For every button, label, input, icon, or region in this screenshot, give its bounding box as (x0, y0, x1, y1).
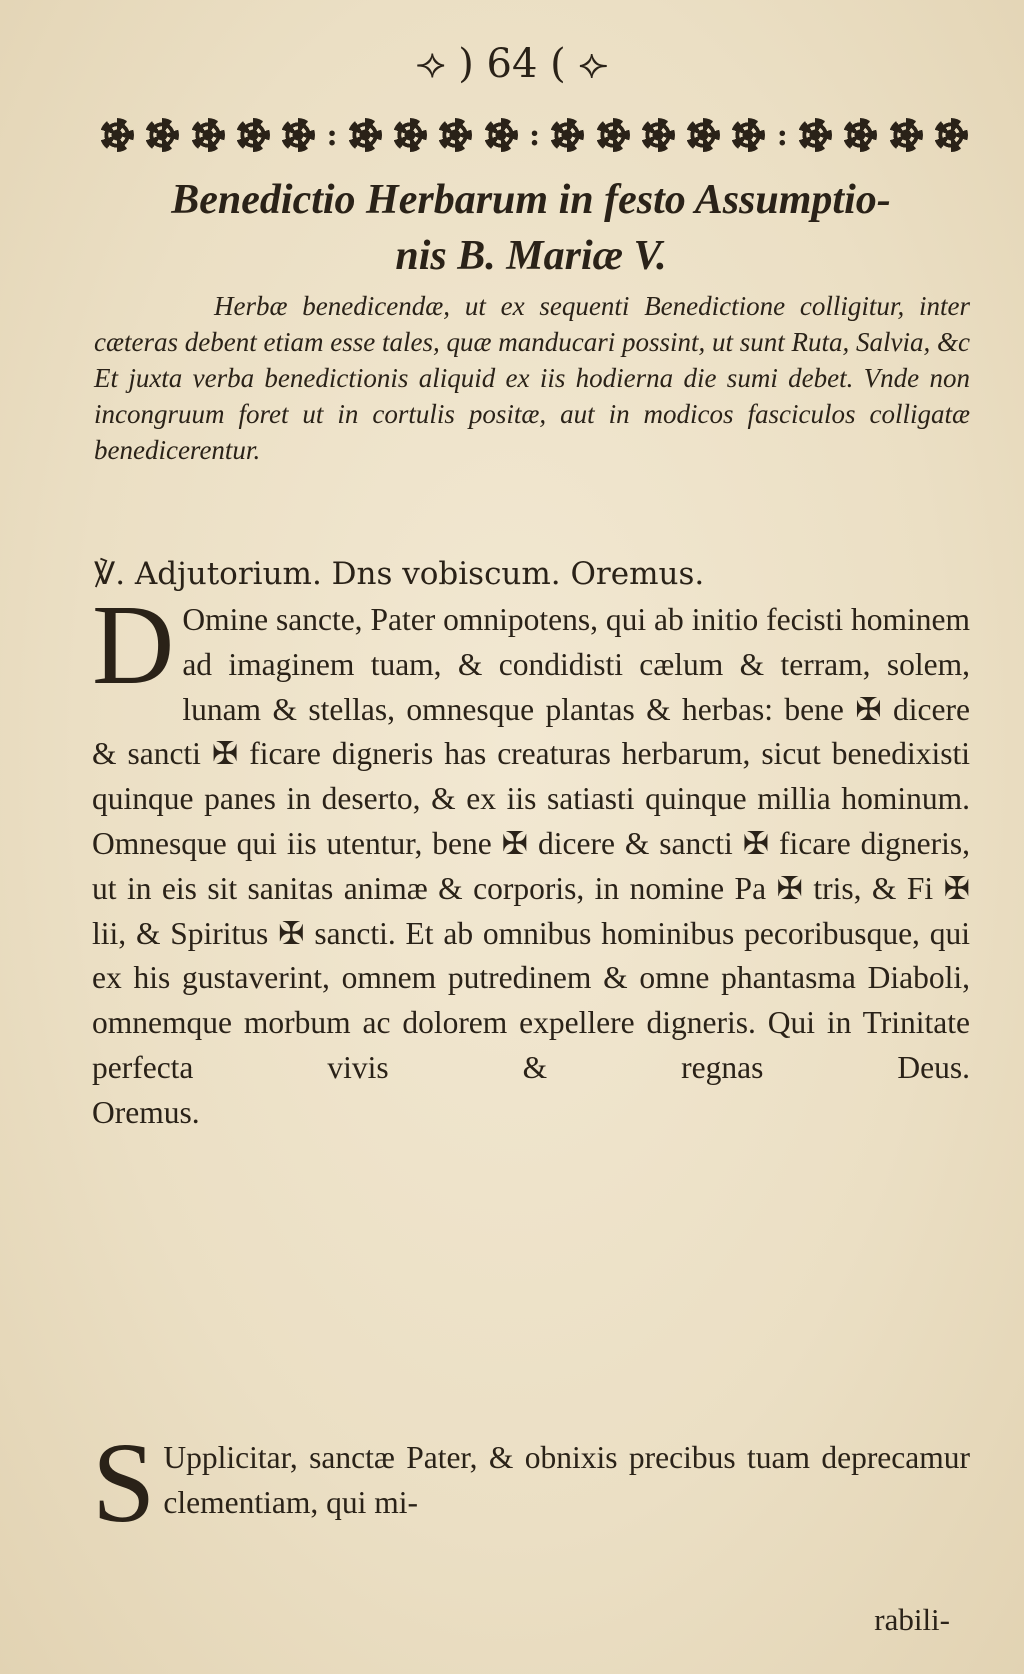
fleuron-ornament-icon (236, 118, 270, 152)
fleuron-ornament-icon (934, 118, 968, 152)
fleuron-ornament-icon (145, 118, 179, 152)
fleuron-ornament-icon (191, 118, 225, 152)
oremus-heading: Oremus. (92, 1094, 200, 1130)
rubric-text: Herbæ benedicendæ, ut ex sequenti Benedictione colligitur, inter cæteras debent etiam esse tales, quæ manducari possint, ut sunt Ruta, Salvia, &c Et juxta verba benedictionis aliquid ex iis hodierna die sumi debet. Vnde non incongruum foret ut in cortulis positæ, aut in modicos fasciculos colligatæ benedicerentur. (94, 291, 970, 465)
prayer-paragraph-1 (92, 581, 970, 1136)
versicle-line: ℣. Adjutorium. Dns vobiscum. Oremus. (94, 556, 705, 592)
ornament-separator: : (528, 117, 541, 153)
fleuron-ornament-icon (438, 118, 472, 152)
ornament-separator: : (776, 117, 788, 153)
catchword: rabili- (874, 1602, 950, 1637)
fleuron-ornament-icon (550, 118, 584, 152)
ornament-band (100, 112, 968, 158)
title-line-2: nis B. Mariæ V. (395, 233, 667, 279)
fleuron-ornament-icon (596, 118, 630, 152)
prayer-2-text: Upplicitar, sanctæ Pater, & obnixis precibus tuam deprecamur clementiam, qui mi- (163, 1440, 970, 1520)
page-number-header: ⟢ ) 64 ( ⟣ (415, 41, 609, 87)
fleuron-ornament-icon (641, 118, 675, 152)
ornament-separator: : (326, 117, 338, 153)
fleuron-ornament-icon (393, 118, 427, 152)
prayer-paragraph-2 (92, 1419, 970, 1546)
fleuron-ornament-icon (686, 118, 720, 152)
drop-cap-initial-d: D (92, 581, 175, 708)
fleuron-ornament-icon (484, 118, 518, 152)
fleuron-ornament-icon (281, 118, 315, 152)
page-title (96, 172, 966, 284)
rubric-instructions (94, 288, 970, 468)
fleuron-ornament-icon (843, 118, 877, 152)
prayer-1-text: Omine sancte, Pater omnipotens, qui ab initio fecisti hominem ad imaginem tuam, & condidisti cælum & terram, solem, lunam & stellas, omnesque plantas & herbas: bene ✠ dicere & sancti ✠ ficare digneris has creaturas herbarum, sicut benedixisti quinque panes in deserto, & ex iis satiasti quinque millia hominum. Omnesque qui iis utentur, bene ✠ dicere & sancti ✠ ficare digneris, ut in eis sit sanitas animæ & corporis, in nomine Pa ✠ tris, & Fi ✠ lii, & Spiritus ✠ sancti. Et ab omnibus hominibus pecoribusque, qui ex his gustaverint, omnem putredinem & omne phantasma Diaboli, omnemque morbum ac dolorem expellere digneris. Qui in Trinitate perfecta vivis & regnas Deus. (92, 602, 970, 1085)
title-line-1: Benedictio Herbarum in festo Assumptio- (171, 177, 891, 223)
fleuron-ornament-icon (100, 118, 134, 152)
fleuron-ornament-icon (731, 118, 765, 152)
fleuron-ornament-icon (798, 118, 832, 152)
drop-cap-initial-s: S (92, 1419, 156, 1546)
fleuron-ornament-icon (889, 118, 923, 152)
fleuron-ornament-icon (348, 118, 382, 152)
